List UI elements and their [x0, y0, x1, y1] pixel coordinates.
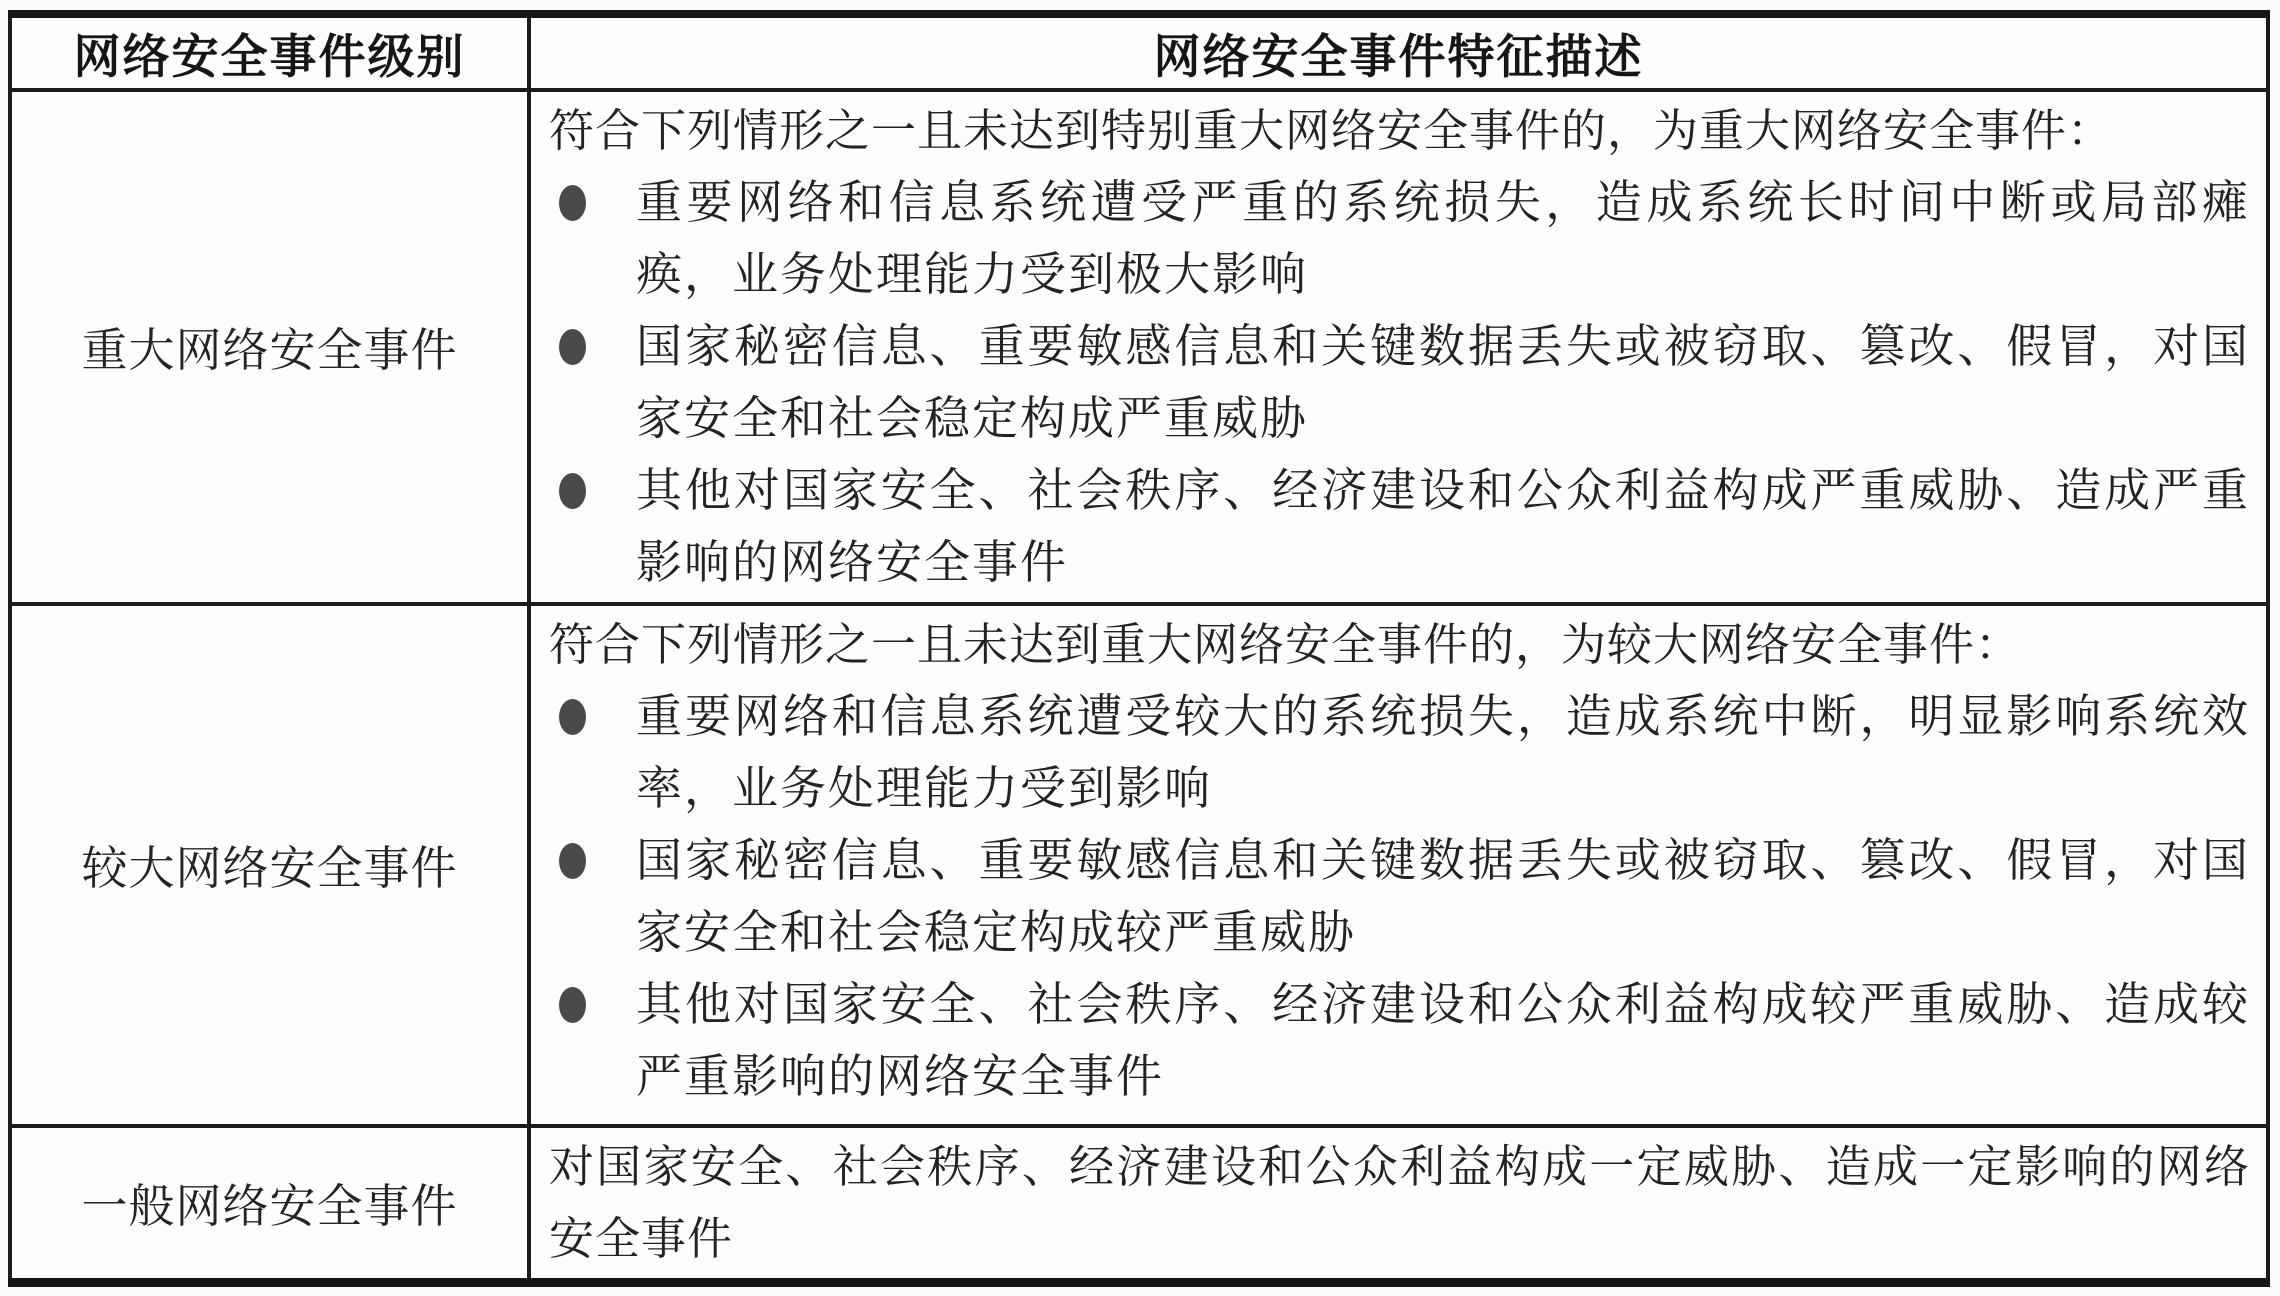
table-row-major-incident	[10, 90, 2268, 604]
bullet-text: 国家秘密信息、重要敏感信息和关键数据丢失或被窃取、篡改、假冒，对国家安全和社会稳定构成严重威胁	[636, 321, 2250, 444]
table-row-significant-incident	[10, 604, 2268, 1126]
table-row-general-incident	[10, 1126, 2268, 1283]
bullet-text: 重要网络和信息系统遭受严重的系统损失，造成系统长时间中断或局部瘫痪，业务处理能力受到极大影响	[636, 177, 2250, 300]
bullet-item	[549, 825, 2250, 969]
table-header-row	[10, 14, 2268, 90]
bullet-item	[549, 311, 2250, 455]
bullet-text: 其他对国家安全、社会秩序、经济建设和公众利益构成较严重威胁、造成较严重影响的网络安全事件	[636, 979, 2250, 1102]
bullet-text: 国家秘密信息、重要敏感信息和关键数据丢失或被窃取、篡改、假冒，对国家安全和社会稳定构成较严重威胁	[636, 835, 2250, 958]
level-label-major: 重大网络安全事件	[10, 90, 529, 604]
header-cell-description: 网络安全事件特征描述	[529, 14, 2268, 90]
description-cell-significant	[529, 604, 2268, 1126]
bullet-text: 重要网络和信息系统遭受较大的系统损失，造成系统中断，明显影响系统效率，业务处理能力受到影响	[636, 691, 2250, 814]
bullet-dot-icon	[559, 329, 586, 365]
bullet-dot-icon	[559, 987, 586, 1023]
criteria-intro: 对国家安全、社会秩序、经济建设和公众利益构成一定威胁、造成一定影响的网络安全事件	[549, 1142, 2250, 1264]
criteria-intro: 符合下列情形之一且未达到重大网络安全事件的，为较大网络安全事件：	[549, 620, 2022, 670]
header-cell-level: 网络安全事件级别	[10, 14, 529, 90]
incident-level-table	[8, 10, 2270, 1287]
bullet-item	[549, 969, 2250, 1113]
bullet-item	[549, 681, 2250, 825]
level-label-significant: 较大网络安全事件	[10, 604, 529, 1126]
bullet-dot-icon	[559, 699, 586, 735]
bullet-item	[549, 167, 2250, 311]
criteria-intro: 符合下列情形之一且未达到特别重大网络安全事件的，为重大网络安全事件：	[549, 106, 2114, 156]
description-cell-general	[529, 1126, 2268, 1283]
level-label-general: 一般网络安全事件	[10, 1126, 529, 1283]
bullet-text: 其他对国家安全、社会秩序、经济建设和公众利益构成严重威胁、造成严重影响的网络安全事件	[636, 465, 2250, 588]
bullet-dot-icon	[559, 473, 586, 509]
bullet-dot-icon	[559, 843, 586, 879]
bullet-dot-icon	[559, 185, 586, 221]
description-cell-major	[529, 90, 2268, 604]
bullet-item	[549, 455, 2250, 599]
